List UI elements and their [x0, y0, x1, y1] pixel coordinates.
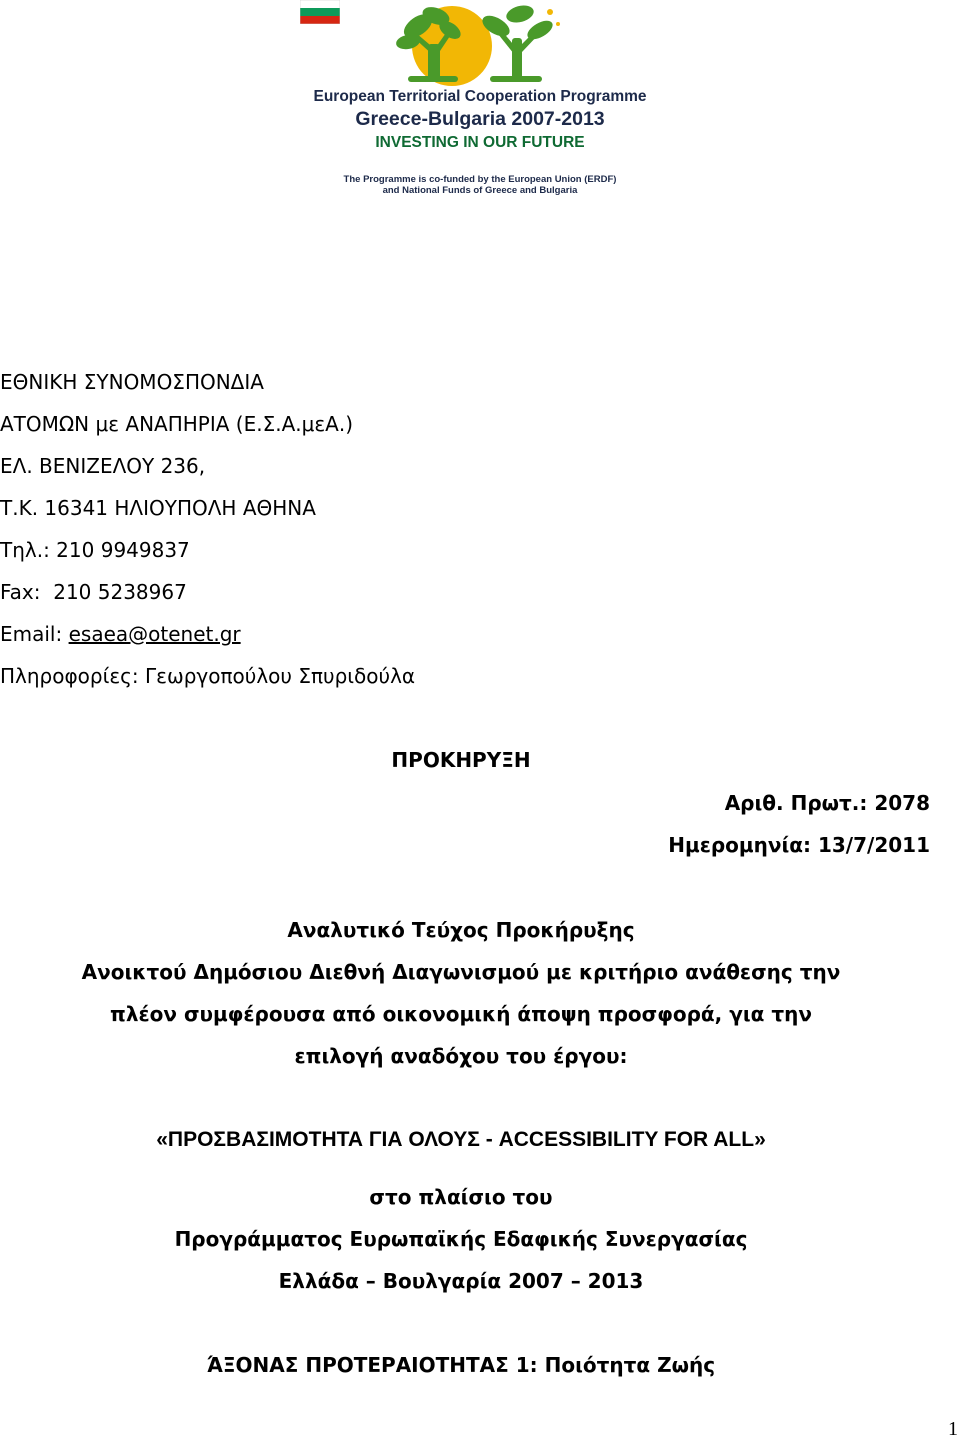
- priority-axis: ΆΞΟΝΑΣ ΠΡΟΤΕΡΑΙΟΤΗΤΑΣ 1: Ποιότητα Ζωής: [206, 1353, 716, 1377]
- cofunding-note-line2: and National Funds of Greece and Bulgaria: [382, 185, 578, 196]
- document-title: ΠΡΟΚΗΡΥΞΗ: [391, 748, 531, 772]
- organisation-name-line1: ΕΘΝΙΚΗ ΣΥΝΟΜΟΣΠΟΝΔΙΑ: [0, 370, 264, 394]
- subject-line1: Αναλυτικό Τεύχος Προκήρυξης: [287, 918, 635, 942]
- subject-line2: Ανοικτού Δημόσιου Διεθνή Διαγωνισμού με κριτήριο ανάθεσης την: [81, 960, 841, 984]
- protocol-number: Αριθ. Πρωτ.: 2078: [724, 791, 930, 815]
- cofunding-note-line1: The Programme is co-funded by the European Union (ERDF): [343, 174, 617, 185]
- programme-slogan: INVESTING IN OUR FUTURE: [375, 134, 585, 151]
- email-line: [0, 622, 241, 646]
- trees-sun-icon: [300, 0, 660, 90]
- contact-person: Πληροφορίες: Γεωργοπούλου Σπυριδούλα: [0, 664, 416, 688]
- framework-line2: Προγράμματος Ευρωπαϊκής Εδαφικής Συνεργασίας: [174, 1227, 748, 1251]
- subject-line4: επιλογή αναδόχου του έργου:: [294, 1044, 628, 1068]
- framework-line1: στο πλαίσιο του: [369, 1185, 553, 1209]
- programme-name: Greece-Bulgaria 2007-2013: [355, 108, 605, 130]
- programme-title-line: European Territorial Cooperation Programme: [313, 88, 647, 105]
- postal-city: Τ.Κ. 16341 ΗΛΙΟΥΠΟΛΗ ΑΘΗΝΑ: [0, 496, 316, 520]
- phone-number: Τηλ.: 210 9949837: [0, 538, 190, 562]
- project-title: «ΠΡΟΣΒΑΣΙΜΟΤΗΤΑ ΓΙΑ ΟΛΟΥΣ - ACCESSIBILITY FOR ALL»: [156, 1128, 766, 1151]
- page-number: 1: [948, 1418, 958, 1440]
- fax-number: Fax: 210 5238967: [0, 580, 187, 604]
- street-address: ΕΛ. ΒΕΝΙΖΕΛΟΥ 236,: [0, 454, 206, 478]
- subject-line3: πλέον συμφέρουσα από οικονομική άποψη προσφορά, για την: [110, 1002, 812, 1026]
- bulgarian-flag-icon: [300, 0, 340, 24]
- framework-line3: Ελλάδα – Βουλγαρία 2007 – 2013: [278, 1269, 644, 1293]
- email-label: Email:: [0, 622, 69, 646]
- programme-logo: [300, 0, 660, 240]
- document-date: Ημερομηνία: 13/7/2011: [668, 833, 930, 857]
- email-link[interactable]: esaea@otenet.gr: [68, 622, 241, 646]
- organisation-name-line2: ΑΤΟΜΩΝ με ΑΝΑΠΗΡΙΑ (Ε.Σ.Α.μεΑ.): [0, 412, 353, 436]
